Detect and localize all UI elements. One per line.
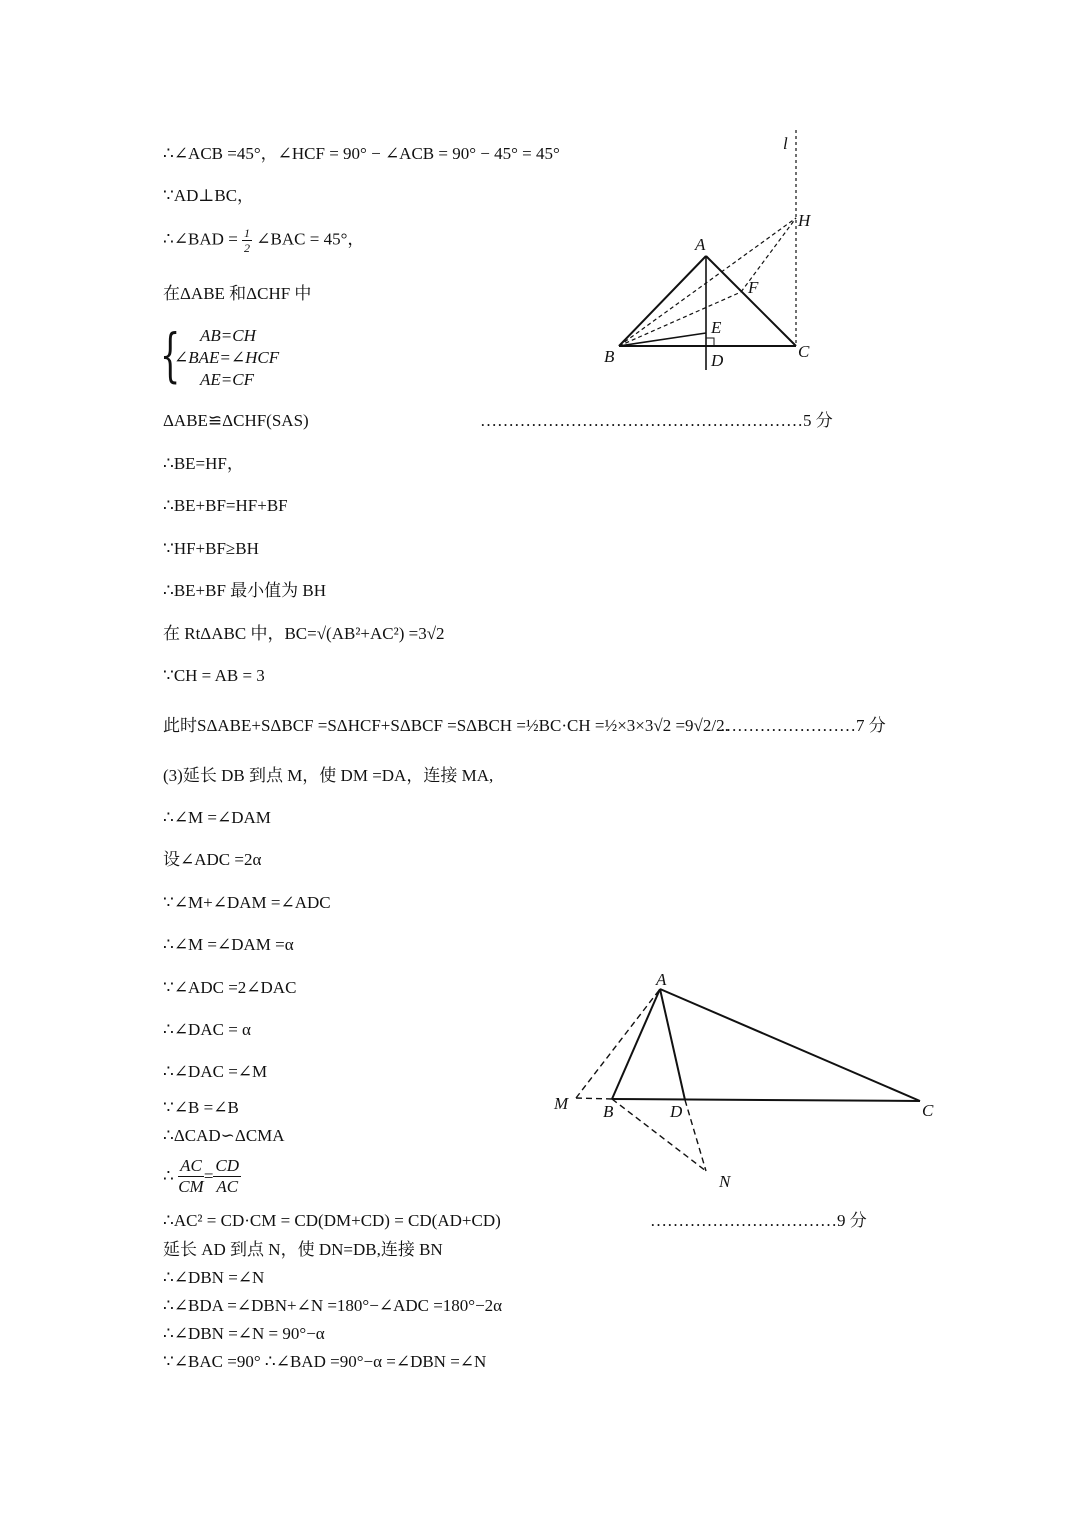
proof-line-20: ∴∠DAC =∠M xyxy=(163,1062,268,1081)
fraction-numerator: 1 xyxy=(244,226,251,240)
proof-line-14: ∴∠M =∠DAM xyxy=(163,808,271,827)
label-D: D xyxy=(711,351,724,370)
proof-line-18: ∵∠ADC =2∠DAC xyxy=(163,978,297,997)
segment-BE xyxy=(619,333,706,346)
segment-BN xyxy=(612,1099,706,1171)
label-l: l xyxy=(783,134,788,153)
segment-BF xyxy=(619,292,741,346)
proof-line-13: (3)延长 DB 到点 M，使 DM =DA，连接 MA, xyxy=(163,766,494,785)
label-A: A xyxy=(656,970,667,989)
proof-line-3-start: ∴∠BAD = xyxy=(163,229,238,249)
label-B: B xyxy=(604,347,615,366)
label-H: H xyxy=(798,211,811,230)
proof-line-5: ΔABE≌ΔCHF(SAS) xyxy=(163,411,309,430)
segment-AB xyxy=(612,989,660,1099)
proof-line-24: ∴AC² = CD·CM = CD(DM+CD) = CD(AD+CD) xyxy=(163,1211,501,1230)
label-D: D xyxy=(670,1102,683,1121)
proof-line-26: ∴∠DBN =∠N xyxy=(163,1268,265,1287)
right-angle-mark xyxy=(706,338,714,346)
left-brace: { xyxy=(160,321,181,389)
proof-line-11: ∵CH = AB = 3 xyxy=(163,666,265,685)
proof-line-10 xyxy=(163,624,445,644)
proof-line-6: ∴BE=HF， xyxy=(163,454,244,473)
ratio-denominator-2: AC xyxy=(216,1177,239,1196)
proof-line-3 xyxy=(163,226,364,255)
therefore-symbol: ∴ xyxy=(163,1166,174,1186)
geometry-figure-1 xyxy=(590,125,830,385)
label-F: F xyxy=(748,278,759,297)
segment-DN xyxy=(685,1100,706,1171)
label-E: E xyxy=(711,318,722,337)
ratio-denominator-1: CM xyxy=(178,1177,204,1196)
label-M: M xyxy=(554,1094,569,1113)
proof-line-10-start: 在 RtΔABC 中， xyxy=(163,624,285,643)
proof-line-27: ∴∠BDA =∠DBN+∠N =180°−∠ADC =180°−2α xyxy=(163,1296,503,1315)
score-7: ……………………7 分 xyxy=(720,716,886,735)
ratio-numerator-2: CD xyxy=(215,1156,240,1175)
label-C: C xyxy=(798,342,810,361)
half-fraction xyxy=(242,226,252,255)
segment-MB xyxy=(576,1098,612,1099)
score-5: …………………………………………………5 分 xyxy=(480,411,833,430)
proof-line-17: ∴∠M =∠DAM =α xyxy=(163,935,294,954)
proof-line-2: ∵AD⊥BC， xyxy=(163,186,255,205)
segment-BH xyxy=(619,218,796,346)
proof-line-16: ∵∠M+∠DAM =∠ADC xyxy=(163,893,331,912)
segment-MA xyxy=(576,989,660,1098)
label-A: A xyxy=(695,235,706,254)
segment-AB xyxy=(619,256,706,346)
proof-line-21: ∵∠B =∠B xyxy=(163,1098,239,1117)
label-B: B xyxy=(603,1102,614,1121)
segment-AD xyxy=(660,989,685,1100)
proof-line-22: ∴ΔCAD∽ΔCMA xyxy=(163,1126,285,1145)
equation-system xyxy=(160,321,360,392)
system-row-2: ∠BAE=∠HCF xyxy=(174,348,280,367)
segment-BC xyxy=(612,1099,920,1101)
proof-line-4: 在ΔABE 和ΔCHF 中 xyxy=(163,284,312,303)
ratio-equals: = xyxy=(203,1166,214,1186)
proof-line-7: ∴BE+BF=HF+BF xyxy=(163,496,288,515)
label-N: N xyxy=(719,1172,731,1191)
ratio-fraction-2 xyxy=(213,1156,241,1197)
proof-line-19: ∴∠DAC = α xyxy=(163,1020,251,1039)
proof-line-1: ∴∠ACB =45°，∠HCF = 90° − ∠ACB = 90° − 45° = 45° xyxy=(163,144,560,163)
geometry-figure-2 xyxy=(548,966,948,1196)
score-9: ……………………………9 分 xyxy=(650,1211,867,1230)
segment-AC xyxy=(660,989,920,1101)
proof-line-3-end: ∠BAC = 45°， xyxy=(256,229,365,249)
proof-line-8: ∵HF+BF≥BH xyxy=(163,539,259,558)
system-row-3: AE=CF xyxy=(200,370,254,389)
proof-line-28: ∴∠DBN =∠N = 90°−α xyxy=(163,1324,325,1343)
system-row-1: AB=CH xyxy=(200,326,256,345)
proof-line-10-formula: BC=√(AB²+AC²) =3√2 xyxy=(284,624,445,643)
proof-line-25: 延长 AD 到点 N，使 DN=DB,连接 BN xyxy=(163,1240,443,1259)
ratio-numerator-1: AC xyxy=(180,1156,202,1175)
proof-line-29: ∵∠BAC =90° ∴∠BAD =90°−α =∠DBN =∠N xyxy=(163,1352,487,1371)
proof-line-15: 设∠ADC =2α xyxy=(163,850,262,869)
proof-line-9: ∴BE+BF 最小值为 BH xyxy=(163,581,327,600)
proof-line-23 xyxy=(163,1156,241,1197)
fraction-denominator: 2 xyxy=(244,241,251,255)
ratio-fraction-1 xyxy=(178,1156,204,1197)
proof-line-12: 此时SΔABE+SΔBCF =SΔHCF+SΔBCF =SΔBCH =½BC·CH =½×3×3√2 =9√2/2. xyxy=(163,716,729,735)
label-C: C xyxy=(922,1101,934,1120)
